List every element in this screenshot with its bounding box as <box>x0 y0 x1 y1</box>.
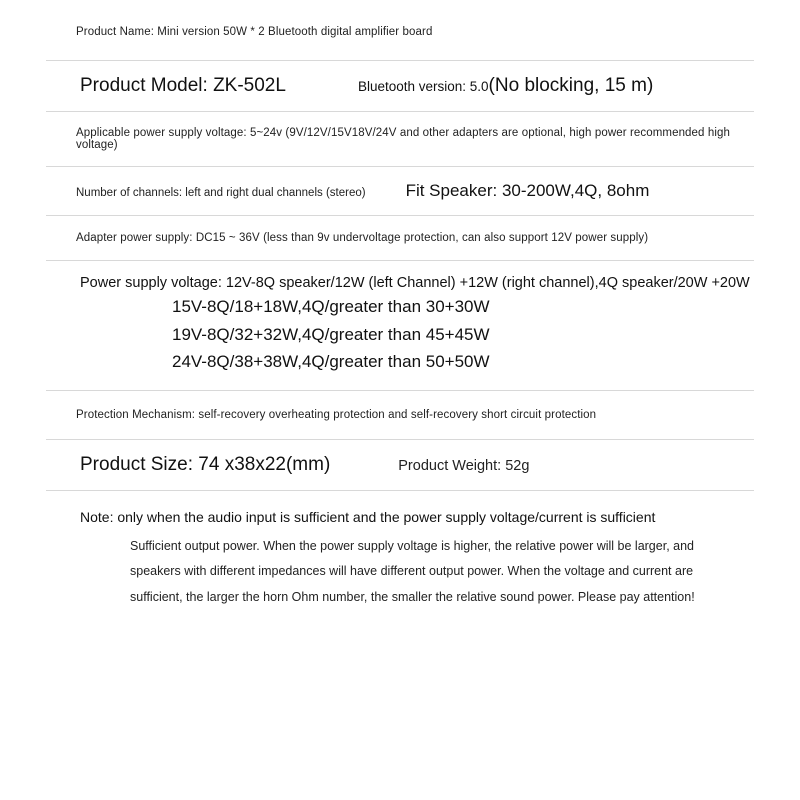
note-line: Sufficient output power. When the power supply voltage is higher, the relative power will be larger, and <box>130 538 694 553</box>
note-line: speakers with different impedances will have different output power. When the voltage and current are <box>130 564 694 579</box>
note-head-text: Note: only when the audio input is sufficient and the power supply voltage/current is sufficient <box>80 508 656 525</box>
applicable-voltage-text: Applicable power supply voltage: 5~24v (9V/12V/15V18V/24V and other adapters are optional, high power recommended high voltage) <box>76 127 730 151</box>
row-applicable-voltage <box>42 112 758 166</box>
row-product-name <box>42 26 758 60</box>
bluetooth-version-note: (No blocking, 15 m) <box>488 75 654 96</box>
fit-speaker-text: Fit Speaker: 30-200W,4Q, 8ohm <box>405 181 650 200</box>
adapter-power-text: Adapter power supply: DC15 ~ 36V (less than 9v undervoltage protection, can also support 12V power supply) <box>76 232 649 244</box>
protection-text: Protection Mechanism: self-recovery overheating protection and self-recovery short circuit protection <box>76 408 597 421</box>
row-size-weight <box>42 440 758 490</box>
power-supply-line: 24V-8Q/38+38W,4Q/greater than 50+50W <box>172 352 490 372</box>
power-supply-line: 15V-8Q/18+18W,4Q/greater than 30+30W <box>172 297 490 316</box>
bluetooth-version-group <box>358 75 653 97</box>
power-supply-lines <box>80 293 758 376</box>
row-protection <box>42 391 758 439</box>
note-line: sufficient, the larger the horn Ohm number, the smaller the relative sound power. Please pay attention! <box>130 589 695 604</box>
note-body <box>80 534 758 611</box>
row-note <box>42 491 758 611</box>
product-name-text: Product Name: Mini version 50W * 2 Bluetooth digital amplifier board <box>76 26 433 38</box>
row-power-supply-voltage <box>42 261 758 390</box>
bluetooth-version-label: Bluetooth version: 5.0 <box>357 79 489 94</box>
row-product-model <box>42 61 758 111</box>
power-supply-head-text: Power supply voltage: 12V-8Q speaker/12W (left Channel) +12W (right channel),4Q speaker/20W +20W <box>80 275 750 291</box>
row-adapter-power <box>42 216 758 260</box>
product-size-text: Product Size: 74 x38x22(mm) <box>80 453 331 475</box>
product-weight-text: Product Weight: 52g <box>398 457 530 474</box>
product-model-text: Product Model: ZK-502L <box>80 75 286 96</box>
power-supply-line: 19V-8Q/32+32W,4Q/greater than 45+45W <box>172 324 490 344</box>
channels-text: Number of channels: left and right dual channels (stereo) <box>76 187 366 199</box>
row-channels <box>42 167 758 215</box>
